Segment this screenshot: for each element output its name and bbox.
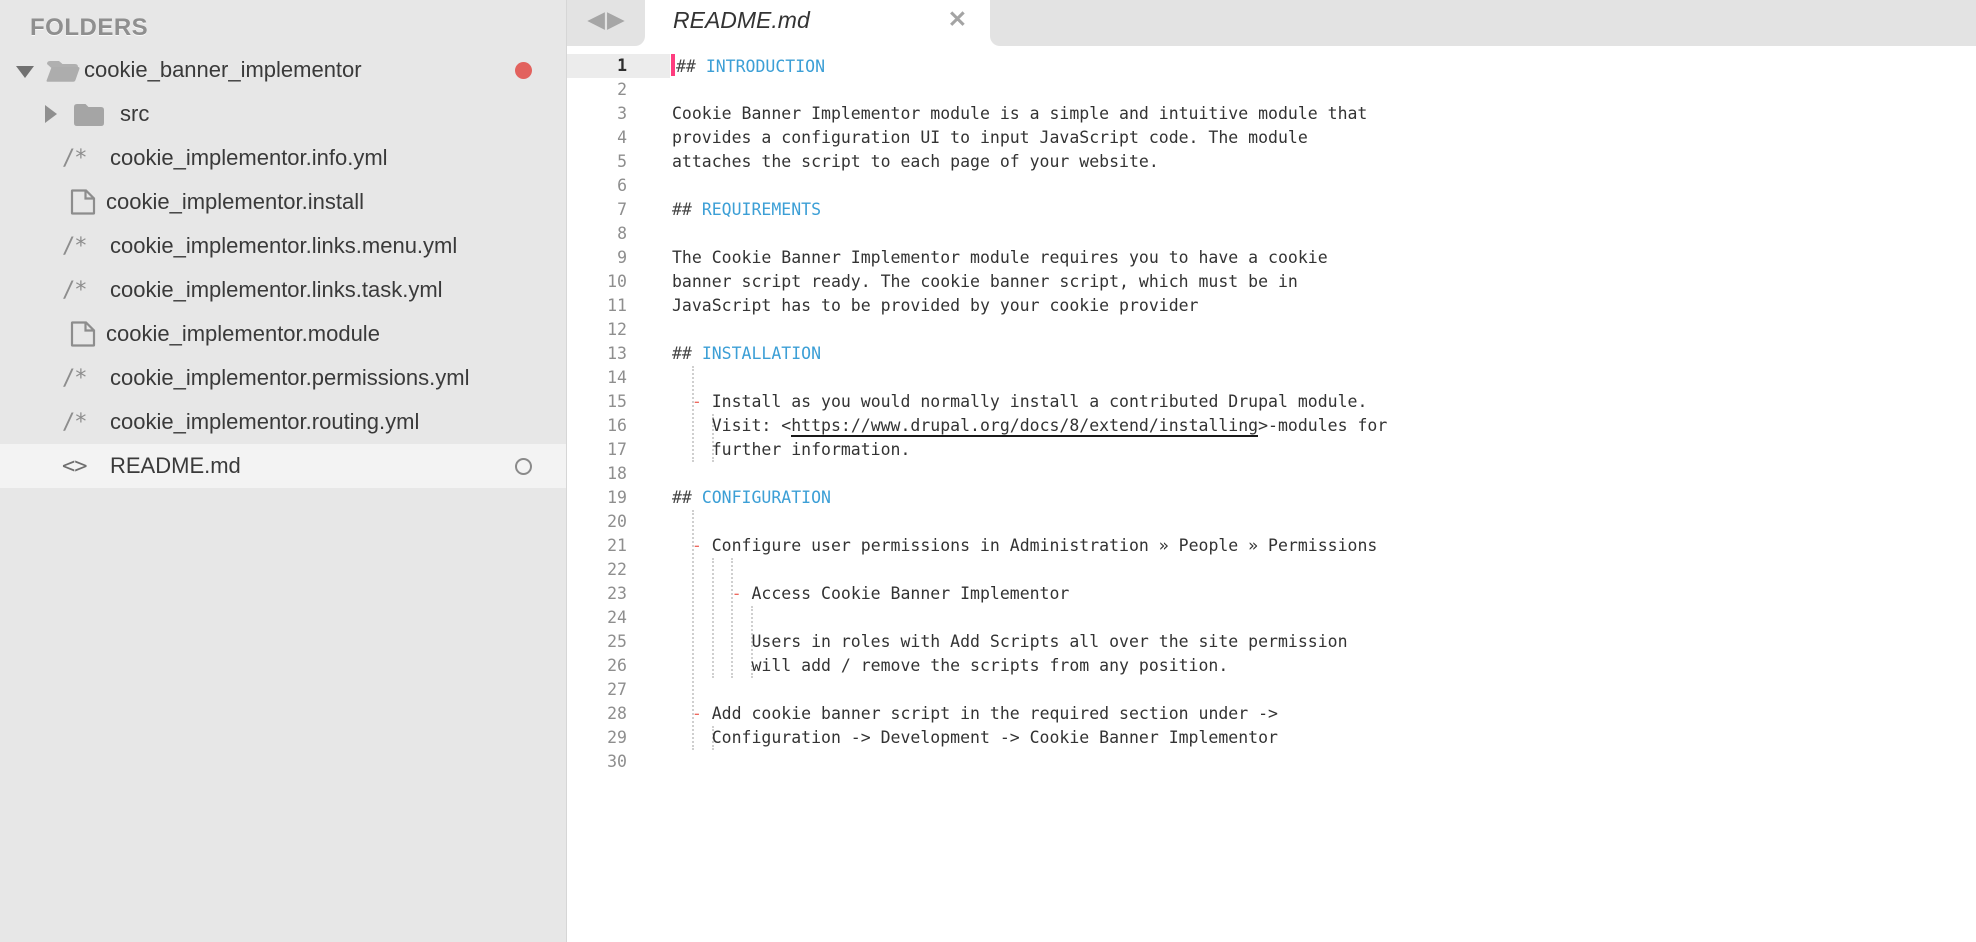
markdown-heading: REQUIREMENTS bbox=[701, 200, 822, 219]
line-number: 19 bbox=[607, 488, 627, 507]
line-number: 30 bbox=[607, 752, 627, 771]
code-segment: will add / remove the scripts from any position. bbox=[672, 656, 1229, 675]
code-text[interactable] bbox=[670, 558, 672, 582]
code-segment: >-modules for bbox=[1258, 416, 1388, 435]
line-number: 29 bbox=[607, 728, 627, 747]
code-text[interactable] bbox=[670, 510, 672, 534]
code-segment: attaches the script to each page of your website. bbox=[672, 152, 1159, 171]
code-line[interactable] bbox=[567, 198, 1976, 222]
code-segment bbox=[672, 704, 692, 723]
code-text[interactable] bbox=[670, 630, 1348, 654]
code-line[interactable] bbox=[567, 390, 1976, 414]
code-line[interactable] bbox=[567, 366, 1976, 390]
code-line[interactable] bbox=[567, 558, 1976, 582]
code-segment: - bbox=[731, 584, 742, 603]
sidebar-item-cookie-implementor-routing-yml[interactable] bbox=[0, 400, 566, 444]
code-text[interactable] bbox=[670, 102, 1367, 126]
code-segment bbox=[672, 536, 692, 555]
tab-readme[interactable] bbox=[645, 0, 990, 46]
code-line[interactable] bbox=[567, 486, 1976, 510]
code-line[interactable] bbox=[567, 150, 1976, 174]
code-text[interactable] bbox=[670, 222, 672, 246]
code-line[interactable] bbox=[567, 750, 1976, 774]
code-line[interactable] bbox=[567, 318, 1976, 342]
code-text[interactable] bbox=[670, 126, 1308, 150]
sidebar-item-cookie-implementor-install[interactable] bbox=[0, 180, 566, 224]
code-segment: banner script ready. The cookie banner script, which must be in bbox=[672, 272, 1298, 291]
code-line[interactable] bbox=[567, 414, 1976, 438]
folder-icon bbox=[70, 98, 108, 130]
chevron-right-icon[interactable] bbox=[45, 105, 57, 123]
chevron-down-icon[interactable] bbox=[16, 66, 34, 78]
code-text[interactable] bbox=[670, 174, 672, 198]
code-text[interactable] bbox=[670, 582, 1069, 606]
close-icon[interactable]: ✕ bbox=[947, 6, 967, 32]
open-file-circle-badge bbox=[515, 458, 532, 475]
file-icon bbox=[64, 318, 102, 350]
line-number: 12 bbox=[607, 320, 627, 339]
code-line[interactable] bbox=[567, 246, 1976, 270]
code-text[interactable] bbox=[670, 414, 1387, 438]
code-line[interactable] bbox=[567, 606, 1976, 630]
code-text[interactable] bbox=[670, 486, 831, 510]
code-segment: provides a configuration UI to input JavaScript code. The module bbox=[672, 128, 1308, 147]
code-line[interactable] bbox=[567, 654, 1976, 678]
back-arrow-icon[interactable]: ◀ bbox=[587, 6, 605, 32]
code-line[interactable] bbox=[567, 438, 1976, 462]
modified-dot-badge bbox=[515, 62, 532, 79]
line-number: 25 bbox=[607, 632, 627, 651]
sidebar-item-readme-md[interactable] bbox=[0, 444, 566, 488]
code-segment bbox=[692, 200, 702, 219]
tab-nav-zone bbox=[567, 0, 645, 46]
yml-file-icon: /* bbox=[62, 277, 87, 303]
line-number: 2 bbox=[617, 80, 627, 99]
code-text[interactable] bbox=[670, 54, 825, 78]
line-number: 21 bbox=[607, 536, 627, 555]
sidebar-item-label: cookie_implementor.routing.yml bbox=[110, 409, 420, 434]
code-segment: further information. bbox=[672, 440, 911, 459]
yml-file-icon: /* bbox=[62, 409, 87, 435]
code-line[interactable] bbox=[567, 342, 1976, 366]
code-segment: Cookie Banner Implementor module is a simple and intuitive module that bbox=[672, 104, 1368, 123]
code-line[interactable] bbox=[567, 726, 1976, 750]
code-segment: ## bbox=[672, 344, 692, 363]
code-text[interactable] bbox=[670, 678, 672, 702]
sidebar-item-cookie-implementor-permissions-yml[interactable] bbox=[0, 356, 566, 400]
line-number: 15 bbox=[607, 392, 627, 411]
code-segment: Install as you would normally install a contributed Drupal module. bbox=[701, 392, 1368, 411]
code-segment: Add cookie banner script in the required section under -> bbox=[701, 704, 1278, 723]
sidebar-item-src[interactable] bbox=[0, 92, 566, 136]
file-icon bbox=[64, 186, 102, 218]
sidebar-item-label: src bbox=[120, 101, 150, 126]
code-text[interactable] bbox=[670, 150, 1159, 174]
line-number: 6 bbox=[617, 176, 627, 195]
line-number: 3 bbox=[617, 104, 627, 123]
sidebar-item-cookie-implementor-links-menu-yml[interactable] bbox=[0, 224, 566, 268]
code-segment: - bbox=[691, 392, 702, 411]
line-number: 7 bbox=[617, 200, 627, 219]
url-link[interactable]: https://www.drupal.org/docs/8/extend/installing bbox=[791, 416, 1259, 435]
code-text[interactable] bbox=[670, 702, 1278, 726]
line-number: 24 bbox=[607, 608, 627, 627]
code-segment bbox=[672, 392, 692, 411]
sidebar-item-label: README.md bbox=[110, 453, 241, 478]
line-number: 10 bbox=[607, 272, 627, 291]
code-line[interactable] bbox=[567, 174, 1976, 198]
code-text[interactable] bbox=[670, 246, 1328, 270]
line-number: 8 bbox=[617, 224, 627, 243]
sidebar-item-label: cookie_implementor.links.menu.yml bbox=[110, 233, 458, 258]
code-lines bbox=[567, 54, 1976, 774]
sidebar bbox=[0, 0, 567, 942]
line-number: 22 bbox=[607, 560, 627, 579]
line-number: 18 bbox=[607, 464, 627, 483]
code-segment: ## bbox=[676, 57, 696, 76]
code-line[interactable] bbox=[567, 678, 1976, 702]
code-line[interactable] bbox=[567, 582, 1976, 606]
line-number: 13 bbox=[607, 344, 627, 363]
markdown-heading: CONFIGURATION bbox=[701, 488, 831, 507]
code-segment bbox=[692, 488, 702, 507]
yml-file-icon: /* bbox=[62, 145, 87, 171]
code-text[interactable] bbox=[670, 534, 1377, 558]
markdown-heading: INSTALLATION bbox=[701, 344, 822, 363]
markdown-heading: INTRODUCTION bbox=[705, 57, 826, 76]
code-segment bbox=[696, 57, 706, 76]
line-number: 5 bbox=[617, 152, 627, 171]
tab-bar-empty-area bbox=[990, 0, 1976, 46]
editor-pane bbox=[567, 0, 1976, 942]
code-line[interactable] bbox=[567, 126, 1976, 150]
sidebar-item-label: cookie_implementor.module bbox=[106, 321, 380, 346]
line-number: 4 bbox=[617, 128, 627, 147]
folder-open-icon bbox=[44, 54, 82, 86]
code-text[interactable] bbox=[670, 318, 672, 342]
code-area[interactable] bbox=[567, 46, 1976, 942]
code-text[interactable] bbox=[670, 390, 1367, 414]
code-text[interactable] bbox=[670, 366, 672, 390]
sidebar-item-label: cookie_implementor.info.yml bbox=[110, 145, 388, 170]
code-segment: The Cookie Banner Implementor module requires you to have a cookie bbox=[672, 248, 1328, 267]
line-number: 16 bbox=[607, 416, 627, 435]
code-text[interactable] bbox=[670, 78, 672, 102]
code-segment: Configure user permissions in Administration » People » Permissions bbox=[701, 536, 1378, 555]
code-text[interactable] bbox=[670, 294, 1199, 318]
code-text[interactable] bbox=[670, 342, 821, 366]
forward-arrow-icon[interactable]: ▶ bbox=[607, 6, 625, 32]
code-text[interactable] bbox=[670, 438, 910, 462]
code-line[interactable] bbox=[567, 222, 1976, 246]
line-number: 11 bbox=[607, 296, 627, 315]
code-line[interactable] bbox=[567, 702, 1976, 726]
yml-file-icon: /* bbox=[62, 365, 87, 391]
code-text[interactable] bbox=[670, 750, 672, 774]
code-line[interactable] bbox=[567, 270, 1976, 294]
code-line[interactable] bbox=[567, 534, 1976, 558]
line-number: 1 bbox=[567, 54, 670, 78]
folders-header: FOLDERS bbox=[30, 14, 149, 41]
line-number: 20 bbox=[607, 512, 627, 531]
code-segment: - bbox=[691, 704, 702, 723]
code-text[interactable] bbox=[670, 726, 1278, 750]
sidebar-item-label: cookie_banner_implementor bbox=[84, 57, 362, 82]
markdown-file-icon: <> bbox=[62, 453, 87, 479]
line-number: 14 bbox=[607, 368, 627, 387]
code-segment: JavaScript has to be provided by your cookie provider bbox=[672, 296, 1199, 315]
code-segment: Access Cookie Banner Implementor bbox=[741, 584, 1070, 603]
code-text[interactable] bbox=[670, 606, 672, 630]
line-number: 17 bbox=[607, 440, 627, 459]
code-segment: - bbox=[691, 536, 702, 555]
sidebar-item-cookie-implementor-links-task-yml[interactable] bbox=[0, 268, 566, 312]
code-text[interactable] bbox=[670, 654, 1228, 678]
line-number: 28 bbox=[607, 704, 627, 723]
code-text[interactable] bbox=[670, 462, 672, 486]
code-line[interactable] bbox=[567, 462, 1976, 486]
folder-tree bbox=[0, 48, 566, 488]
code-segment bbox=[692, 344, 702, 363]
sidebar-item-label: cookie_implementor.permissions.yml bbox=[110, 365, 470, 390]
code-segment bbox=[672, 584, 732, 603]
code-segment: Visit: < bbox=[672, 416, 792, 435]
sidebar-item-cookie-implementor-info-yml[interactable] bbox=[0, 136, 566, 180]
code-text[interactable] bbox=[670, 198, 821, 222]
line-number: 27 bbox=[607, 680, 627, 699]
code-line[interactable] bbox=[567, 102, 1976, 126]
text-cursor bbox=[671, 54, 675, 76]
code-line[interactable] bbox=[567, 54, 1976, 78]
sidebar-item-label: cookie_implementor.install bbox=[106, 189, 365, 214]
code-line[interactable] bbox=[567, 78, 1976, 102]
yml-file-icon: /* bbox=[62, 233, 87, 259]
tab-bar bbox=[567, 0, 1976, 46]
line-number: 9 bbox=[617, 248, 627, 267]
code-text[interactable] bbox=[670, 270, 1298, 294]
sidebar-item-cookie-implementor-module[interactable] bbox=[0, 312, 566, 356]
line-number: 23 bbox=[607, 584, 627, 603]
sidebar-item-label: cookie_implementor.links.task.yml bbox=[110, 277, 443, 302]
code-segment: ## bbox=[672, 488, 692, 507]
sidebar-item-cookie-banner-implementor[interactable] bbox=[0, 48, 566, 92]
code-line[interactable] bbox=[567, 294, 1976, 318]
line-number: 26 bbox=[607, 656, 627, 675]
tab-title: README.md bbox=[673, 7, 810, 33]
code-segment: ## bbox=[672, 200, 692, 219]
code-line[interactable] bbox=[567, 630, 1976, 654]
code-line[interactable] bbox=[567, 510, 1976, 534]
code-segment: Users in roles with Add Scripts all over the site permission bbox=[672, 632, 1348, 651]
code-segment: Configuration -> Development -> Cookie Banner Implementor bbox=[672, 728, 1278, 747]
